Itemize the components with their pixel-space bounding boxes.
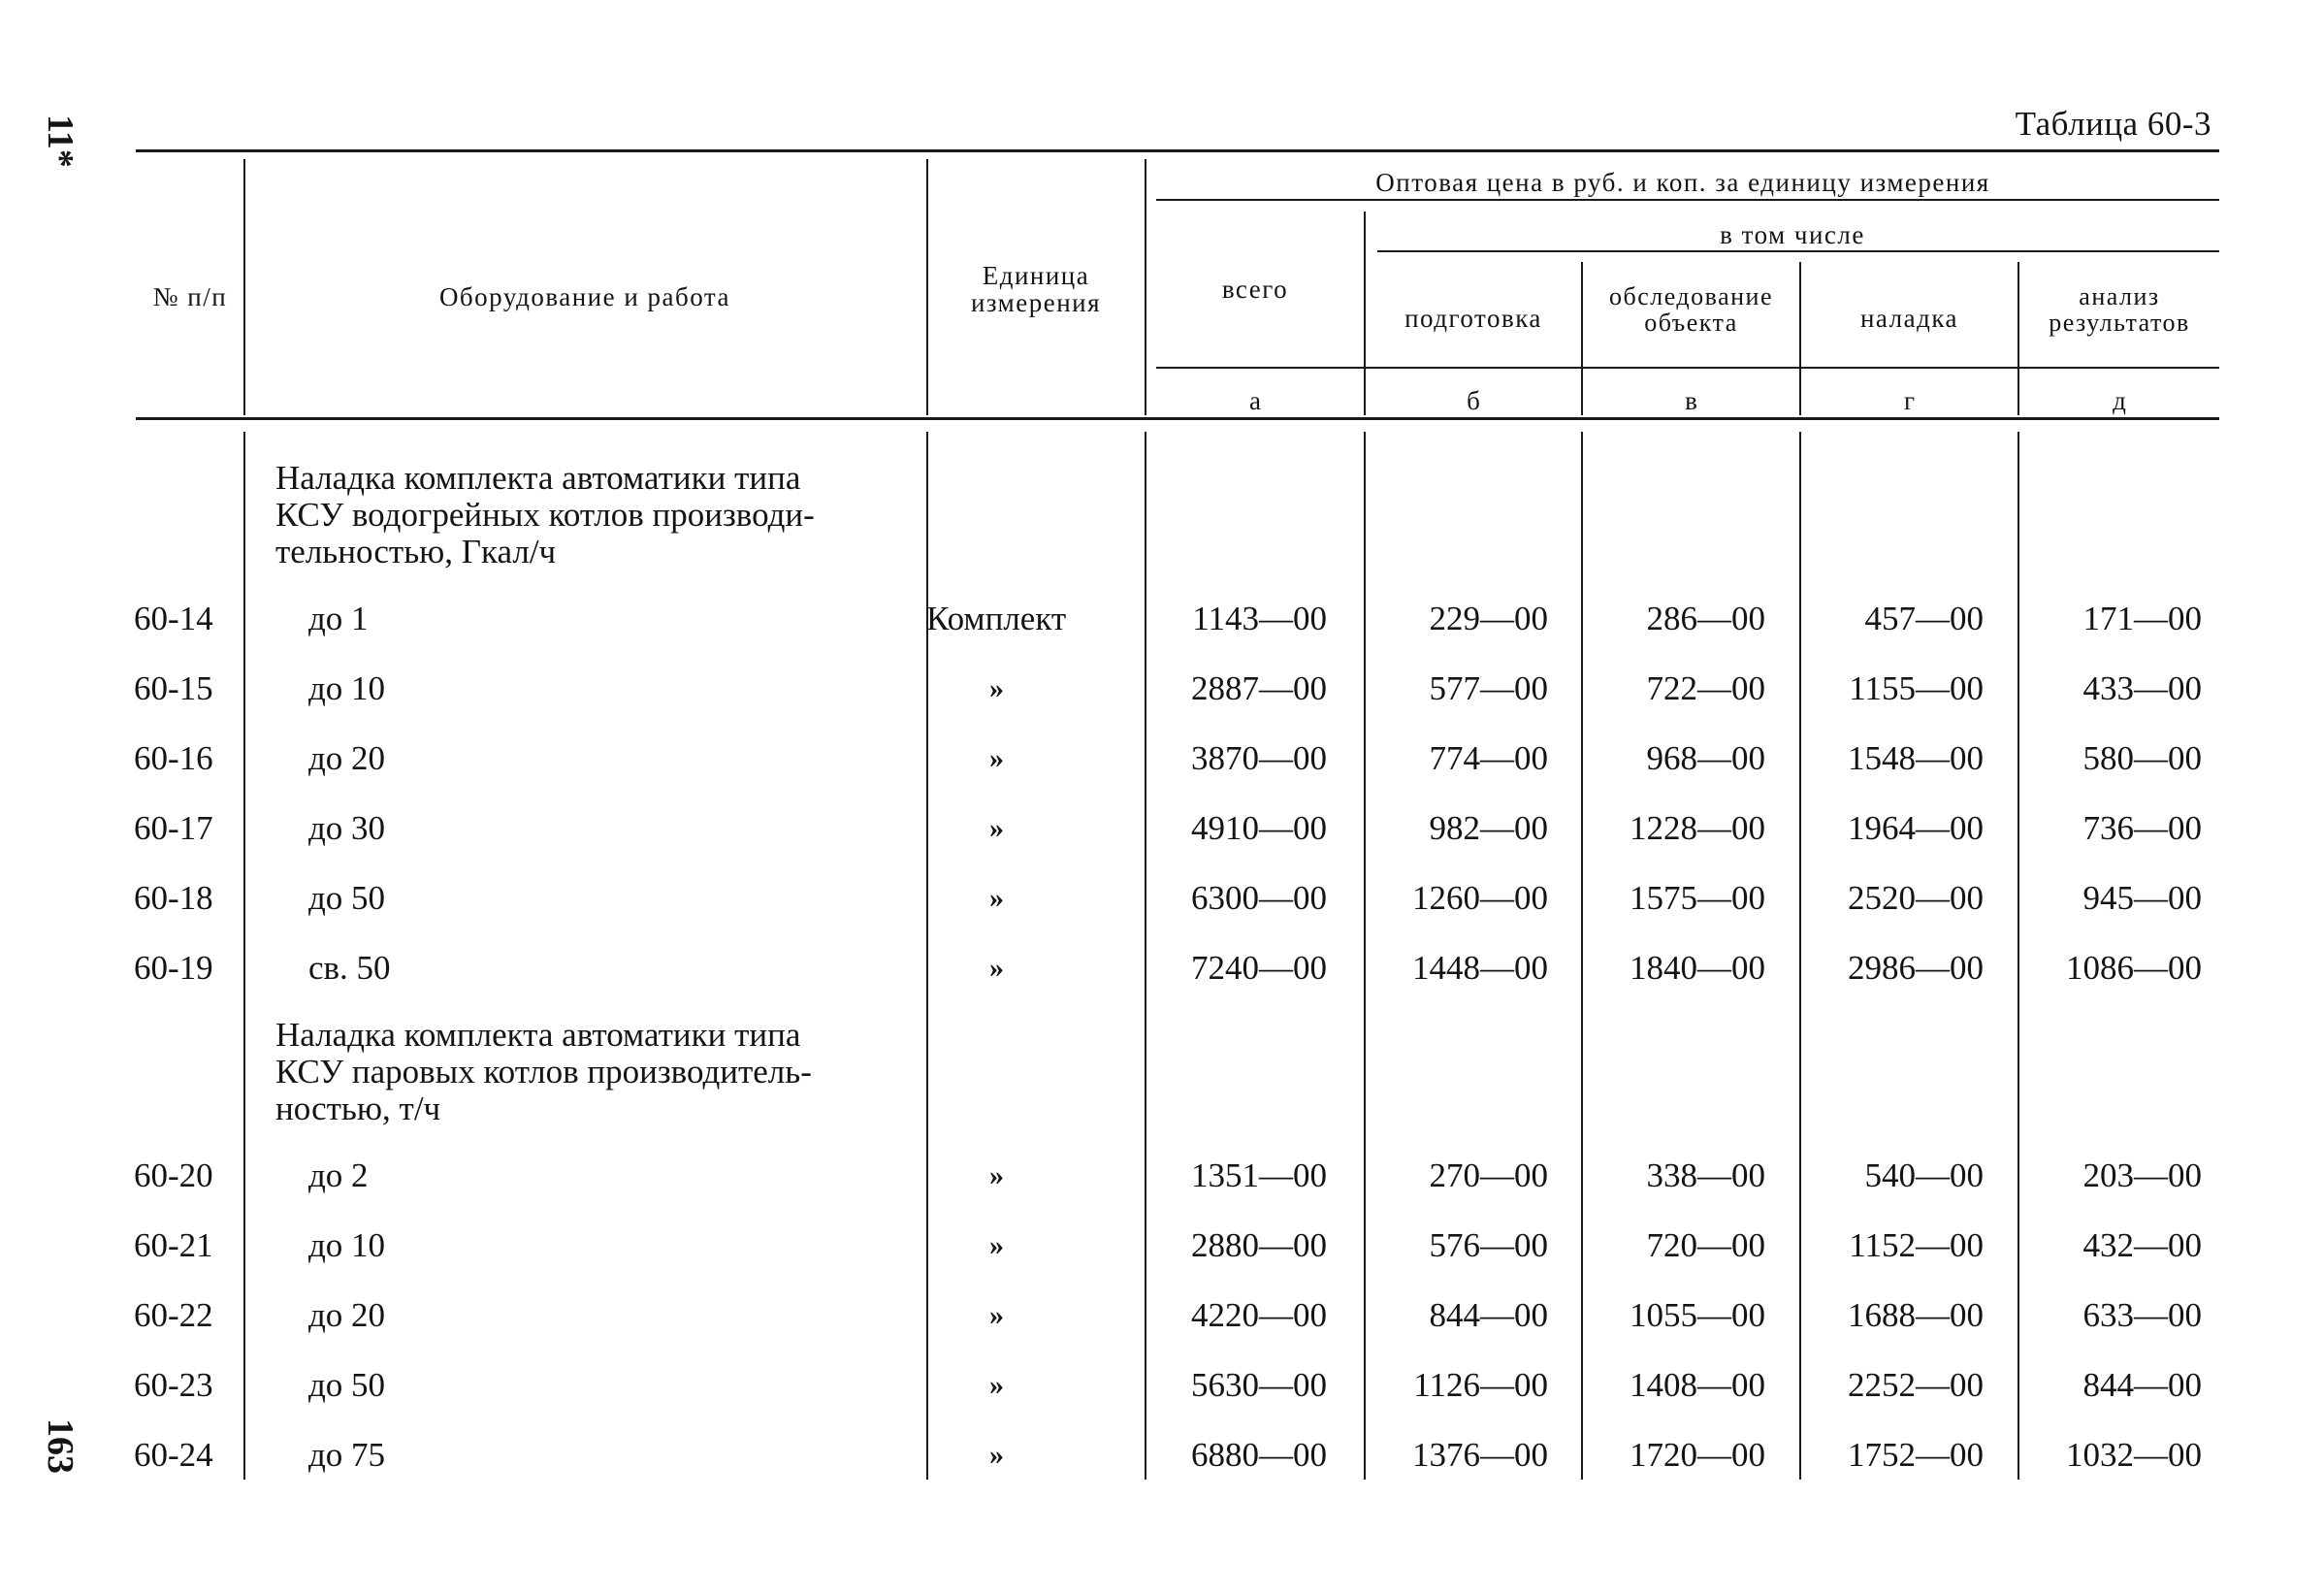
table-top-rule (136, 149, 2219, 152)
table-row (0, 1221, 2324, 1271)
row-number: 60-24 (134, 1436, 213, 1474)
letters-rule (1156, 367, 2219, 369)
header-survey-line2: объекта (1644, 309, 1738, 338)
price-total: 1143—00 (1192, 600, 1327, 637)
price-survey: 1720—00 (1630, 1436, 1765, 1474)
row-unit: Комплект (926, 600, 1067, 637)
price-analysis: 580—00 (2082, 739, 2202, 777)
row-name: до 20 (308, 1296, 386, 1334)
price-adjust: 1688—00 (1848, 1296, 1984, 1334)
section-title (275, 460, 904, 570)
header-analysis (2019, 283, 2219, 337)
column-letter-c: в (1685, 386, 1697, 415)
price-prep: 844—00 (1429, 1296, 1548, 1334)
section-title-line: тельностью, Гкал/ч (275, 533, 557, 570)
row-unit-ditto: » (989, 1159, 1004, 1191)
header-bottom-rule (136, 417, 2219, 420)
column-letter-d: г (1903, 386, 1916, 415)
price-adjust: 2986—00 (1848, 949, 1984, 987)
price-total: 7240—00 (1191, 949, 1327, 987)
price-prep: 270—00 (1429, 1156, 1548, 1194)
table-row (0, 594, 2324, 644)
price-survey: 286—00 (1646, 600, 1765, 637)
price-analysis: 633—00 (2082, 1296, 2202, 1334)
row-name: до 75 (308, 1436, 386, 1474)
header-adjust: наладка (1859, 304, 1959, 333)
section-title-line: КСУ паровых котлов производитель- (275, 1053, 812, 1090)
row-number: 60-16 (134, 739, 213, 777)
price-total: 5630—00 (1191, 1366, 1327, 1404)
table-row (0, 1430, 2324, 1481)
table-title: Таблица 60-3 (2015, 105, 2211, 143)
row-name: до 2 (308, 1156, 369, 1194)
row-name: до 50 (308, 879, 386, 917)
header-unit-line1: Единица (982, 261, 1090, 290)
price-survey: 1840—00 (1630, 949, 1765, 987)
row-name: до 1 (308, 600, 369, 637)
row-unit-ditto: » (989, 742, 1004, 774)
page-mark-top: 11* (40, 114, 81, 168)
row-name: до 20 (308, 739, 386, 777)
header-price-group: Оптовая цена в руб. и коп. за единицу измерения (1375, 168, 1990, 197)
price-total: 4220—00 (1191, 1296, 1327, 1334)
price-analysis: 432—00 (2082, 1226, 2202, 1264)
price-analysis: 203—00 (2082, 1156, 2202, 1194)
price-analysis: 844—00 (2082, 1366, 2202, 1404)
price-adjust: 2520—00 (1848, 879, 1984, 917)
header-survey-line1: обследование (1608, 282, 1773, 310)
section-title-line: КСУ водогрейных котлов производи- (275, 496, 815, 534)
price-survey: 722—00 (1646, 669, 1765, 707)
price-survey: 1575—00 (1630, 879, 1765, 917)
price-total: 6880—00 (1191, 1436, 1327, 1474)
price-adjust: 1155—00 (1849, 669, 1984, 707)
price-prep: 1448—00 (1412, 949, 1548, 987)
table-row (0, 733, 2324, 784)
price-survey: 720—00 (1646, 1226, 1765, 1264)
section-title-line: Наладка комплекта автоматики типа (275, 1016, 801, 1054)
row-number: 60-15 (134, 669, 213, 707)
price-analysis: 1086—00 (2066, 949, 2202, 987)
row-unit-ditto: » (989, 1439, 1004, 1471)
price-survey: 1228—00 (1630, 809, 1765, 847)
price-total: 4910—00 (1191, 809, 1327, 847)
table-row (0, 1290, 2324, 1341)
price-prep: 774—00 (1429, 739, 1548, 777)
price-prep: 1126—00 (1413, 1366, 1548, 1404)
table-row (0, 664, 2324, 714)
price-survey: 1055—00 (1630, 1296, 1765, 1334)
header-prep: подготовка (1404, 304, 1542, 333)
row-name: св. 50 (308, 949, 391, 987)
price-analysis: 736—00 (2082, 809, 2202, 847)
price-total: 1351—00 (1191, 1156, 1327, 1194)
price-prep: 229—00 (1429, 600, 1548, 637)
price-survey: 338—00 (1646, 1156, 1765, 1194)
price-prep: 1376—00 (1412, 1436, 1548, 1474)
price-analysis: 1032—00 (2066, 1436, 2202, 1474)
price-adjust: 1152—00 (1849, 1226, 1984, 1264)
row-name: до 10 (308, 669, 386, 707)
table-row (0, 1360, 2324, 1411)
column-letter-b: б (1467, 386, 1480, 415)
header-num: № п/п (152, 282, 228, 311)
price-group-rule (1156, 199, 2219, 201)
section-title (275, 1017, 904, 1127)
price-survey: 968—00 (1646, 739, 1765, 777)
header-name: Оборудование и работа (438, 282, 731, 311)
table-row (0, 803, 2324, 854)
header-subgroup: в том числе (1720, 220, 1865, 249)
table-row (0, 943, 2324, 993)
section-title-line: ностью, т/ч (275, 1090, 441, 1127)
row-number: 60-20 (134, 1156, 213, 1194)
column-letter-a: а (1249, 386, 1261, 415)
row-number: 60-19 (134, 949, 213, 987)
header-unit (928, 262, 1144, 317)
price-total: 2887—00 (1191, 669, 1327, 707)
price-prep: 577—00 (1429, 669, 1548, 707)
row-unit-ditto: » (989, 1369, 1004, 1401)
price-prep: 576—00 (1429, 1226, 1548, 1264)
price-analysis: 433—00 (2082, 669, 2202, 707)
price-total: 6300—00 (1191, 879, 1327, 917)
row-number: 60-21 (134, 1226, 213, 1264)
header-analysis-line2: результатов (2049, 309, 2190, 338)
price-adjust: 1964—00 (1848, 809, 1984, 847)
row-number: 60-23 (134, 1366, 213, 1404)
price-analysis: 171—00 (2082, 600, 2202, 637)
row-number: 60-22 (134, 1296, 213, 1334)
row-number: 60-17 (134, 809, 213, 847)
row-unit-ditto: » (989, 1299, 1004, 1331)
header-survey (1583, 283, 1799, 337)
column-letter-e: д (2113, 386, 2126, 415)
header-total: всего (1221, 275, 1289, 304)
row-unit-ditto: » (989, 812, 1004, 844)
row-unit-ditto: » (989, 882, 1004, 914)
price-prep: 982—00 (1429, 809, 1548, 847)
page-number: 163 (40, 1418, 81, 1474)
price-adjust: 2252—00 (1848, 1366, 1984, 1404)
subgroup-rule (1377, 250, 2219, 252)
price-adjust: 540—00 (1864, 1156, 1984, 1194)
table-row (0, 1151, 2324, 1201)
row-unit-ditto: » (989, 672, 1004, 704)
price-adjust: 457—00 (1864, 600, 1984, 637)
price-analysis: 945—00 (2082, 879, 2202, 917)
section-title-line: Наладка комплекта автоматики типа (275, 459, 801, 497)
price-survey: 1408—00 (1630, 1366, 1765, 1404)
price-total: 2880—00 (1191, 1226, 1327, 1264)
row-number: 60-18 (134, 879, 213, 917)
table-row (0, 873, 2324, 924)
row-name: до 50 (308, 1366, 386, 1404)
row-name: до 30 (308, 809, 386, 847)
row-number: 60-14 (134, 600, 213, 637)
row-unit-ditto: » (989, 1229, 1004, 1261)
price-total: 3870—00 (1191, 739, 1327, 777)
row-unit-ditto: » (989, 952, 1004, 984)
price-adjust: 1752—00 (1848, 1436, 1984, 1474)
price-adjust: 1548—00 (1848, 739, 1984, 777)
header-unit-line2: измерения (970, 288, 1102, 318)
header-analysis-line1: анализ (2079, 282, 2160, 310)
row-name: до 10 (308, 1226, 386, 1264)
price-prep: 1260—00 (1412, 879, 1548, 917)
